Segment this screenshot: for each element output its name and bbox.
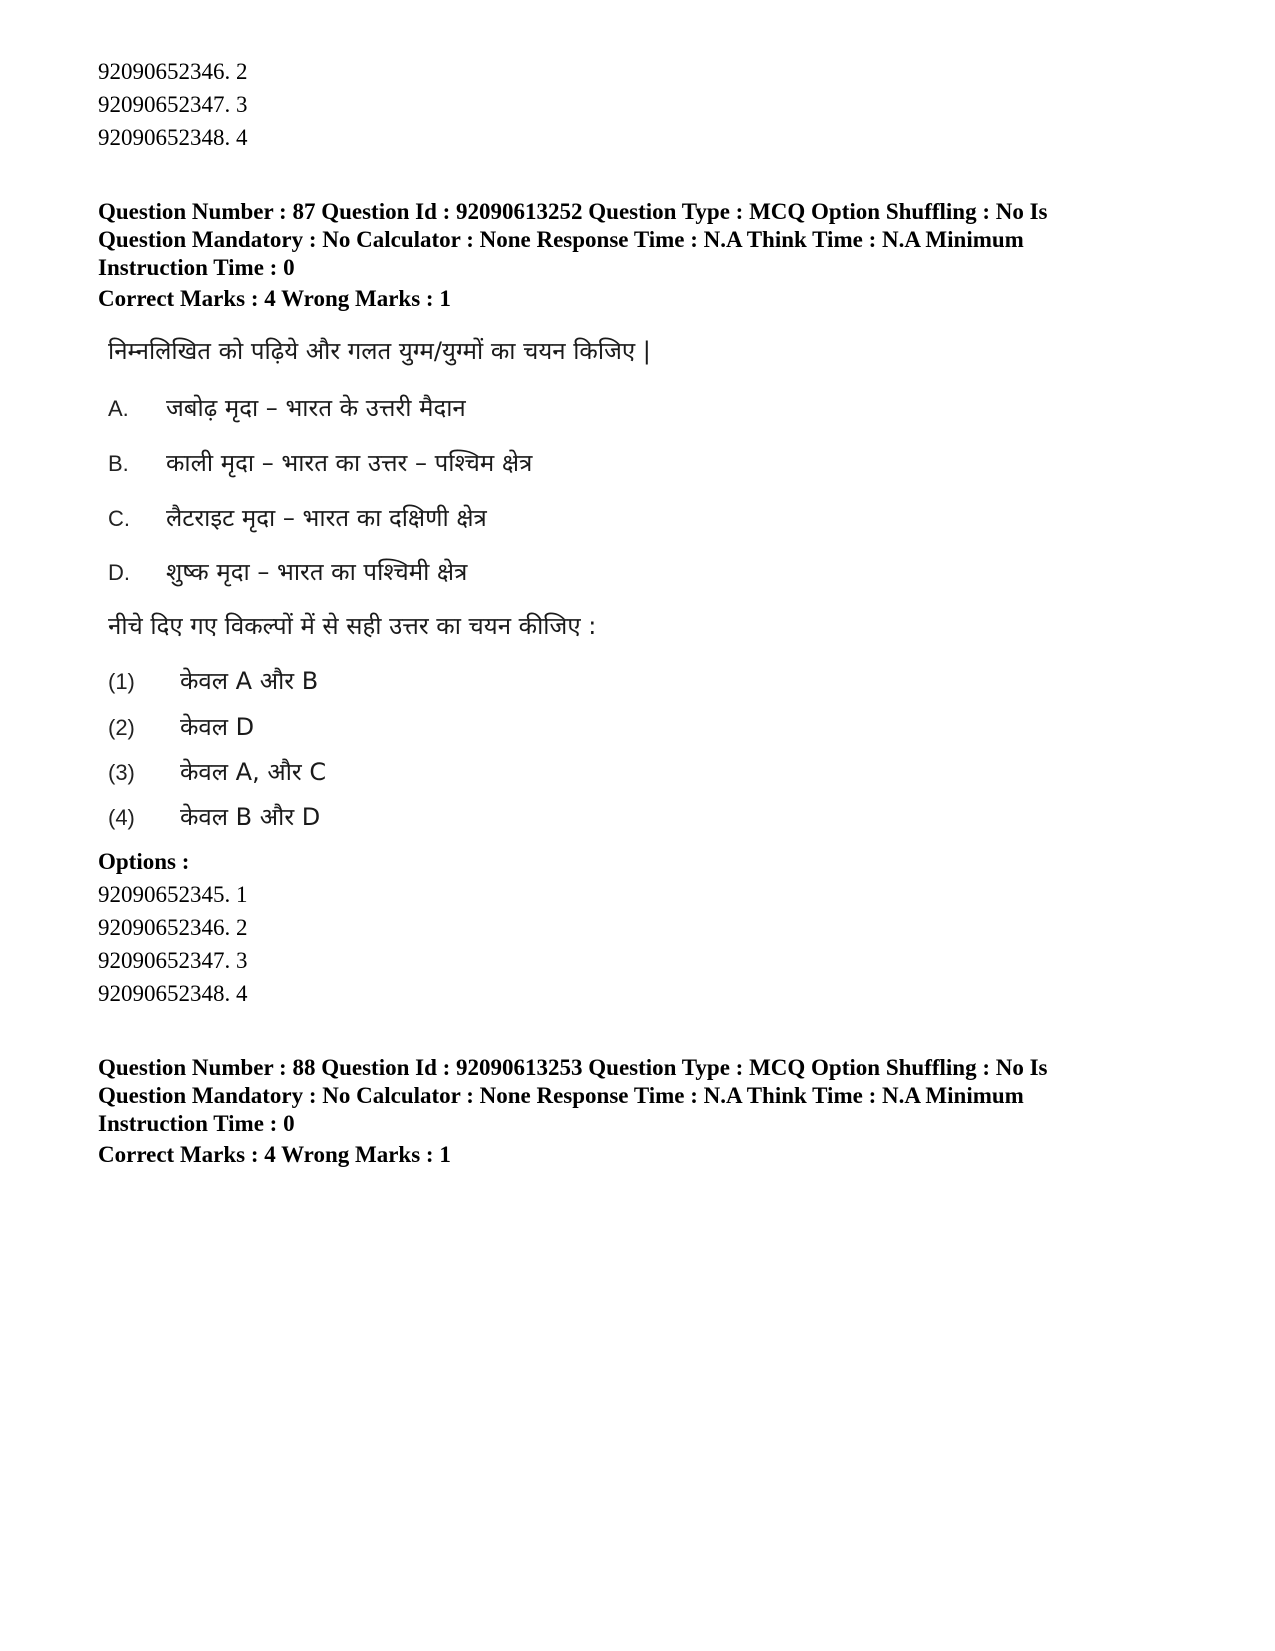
choice-text: केवल A और B xyxy=(180,667,319,695)
q87-header-line-2: Question Mandatory : No Calculator : None Response Time : N.A Think Time : N.A Minimum xyxy=(98,227,1024,252)
option-value: 4 xyxy=(236,981,248,1006)
choice-text: केवल A, और C xyxy=(180,758,327,786)
option-id: 92090652348. xyxy=(98,125,231,150)
option-value: 2 xyxy=(236,915,248,940)
option-value: 4 xyxy=(236,125,248,150)
option-value: 1 xyxy=(236,882,248,907)
q87-option-4 xyxy=(98,980,248,1008)
q87-header-line-1: Question Number : 87 Question Id : 92090613252 Question Type : MCQ Option Shuffling : No Is xyxy=(98,199,1048,224)
q88-header-line-2: Question Mandatory : No Calculator : None Response Time : N.A Think Time : N.A Minimum xyxy=(98,1083,1024,1108)
pair-label: D. xyxy=(108,560,130,585)
choice-label: (3) xyxy=(108,760,135,785)
q87-option-2 xyxy=(98,914,248,942)
pair-label: C. xyxy=(108,506,130,531)
q87-option-1 xyxy=(98,881,248,909)
q87-choice-1 xyxy=(108,665,318,698)
pair-text: जबोढ़ मृदा – भारत के उत्तरी मैदान xyxy=(166,394,466,422)
prev-option-2 xyxy=(98,58,248,86)
option-id: 92090652346. xyxy=(98,59,231,84)
prev-option-4 xyxy=(98,124,248,152)
pair-label: A. xyxy=(108,396,129,421)
q87-choice-3 xyxy=(108,756,326,789)
option-id: 92090652345. xyxy=(98,882,231,907)
pair-text: शुष्क मृदा – भारत का पश्चिमी क्षेत्र xyxy=(166,558,468,586)
q88-marks: Correct Marks : 4 Wrong Marks : 1 xyxy=(98,1142,451,1167)
option-value: 3 xyxy=(236,948,248,973)
q87-prompt: निम्नलिखित को पढ़िये और गलत युग्म/युग्मों का चयन किजिए | xyxy=(108,337,651,365)
pair-text: काली मृदा – भारत का उत्तर – पश्चिम क्षेत्र xyxy=(166,449,533,477)
option-id: 92090652347. xyxy=(98,948,231,973)
q87-pair-c xyxy=(108,502,487,535)
choice-label: (1) xyxy=(108,669,135,694)
choice-label: (4) xyxy=(108,805,135,830)
option-value: 3 xyxy=(236,92,248,117)
q87-header-line-3: Instruction Time : 0 xyxy=(98,255,295,280)
choice-text: केवल D xyxy=(180,713,255,741)
q87-choice-2 xyxy=(108,711,254,744)
q87-option-3 xyxy=(98,947,248,975)
q87-header xyxy=(98,198,1188,282)
option-id: 92090652347. xyxy=(98,92,231,117)
choice-label: (2) xyxy=(108,715,135,740)
q88-header-line-1: Question Number : 88 Question Id : 92090613253 Question Type : MCQ Option Shuffling : No Is xyxy=(98,1055,1048,1080)
q88-header xyxy=(98,1054,1188,1138)
option-id: 92090652348. xyxy=(98,981,231,1006)
option-value: 2 xyxy=(236,59,248,84)
q87-pair-d xyxy=(108,556,467,589)
q87-pair-b xyxy=(108,447,532,480)
q87-options-heading: Options : xyxy=(98,849,190,874)
prev-option-3 xyxy=(98,91,248,119)
q87-instruction: नीचे दिए गए विकल्पों में से सही उत्तर का चयन कीजिए : xyxy=(108,612,597,640)
q87-pair-a xyxy=(108,392,466,425)
q87-choice-4 xyxy=(108,801,320,834)
q88-header-line-3: Instruction Time : 0 xyxy=(98,1111,295,1136)
pair-label: B. xyxy=(108,451,129,476)
option-id: 92090652346. xyxy=(98,915,231,940)
choice-text: केवल B और D xyxy=(180,803,321,831)
q87-marks: Correct Marks : 4 Wrong Marks : 1 xyxy=(98,286,451,311)
pair-text: लैटराइट मृदा – भारत का दक्षिणी क्षेत्र xyxy=(166,504,487,532)
